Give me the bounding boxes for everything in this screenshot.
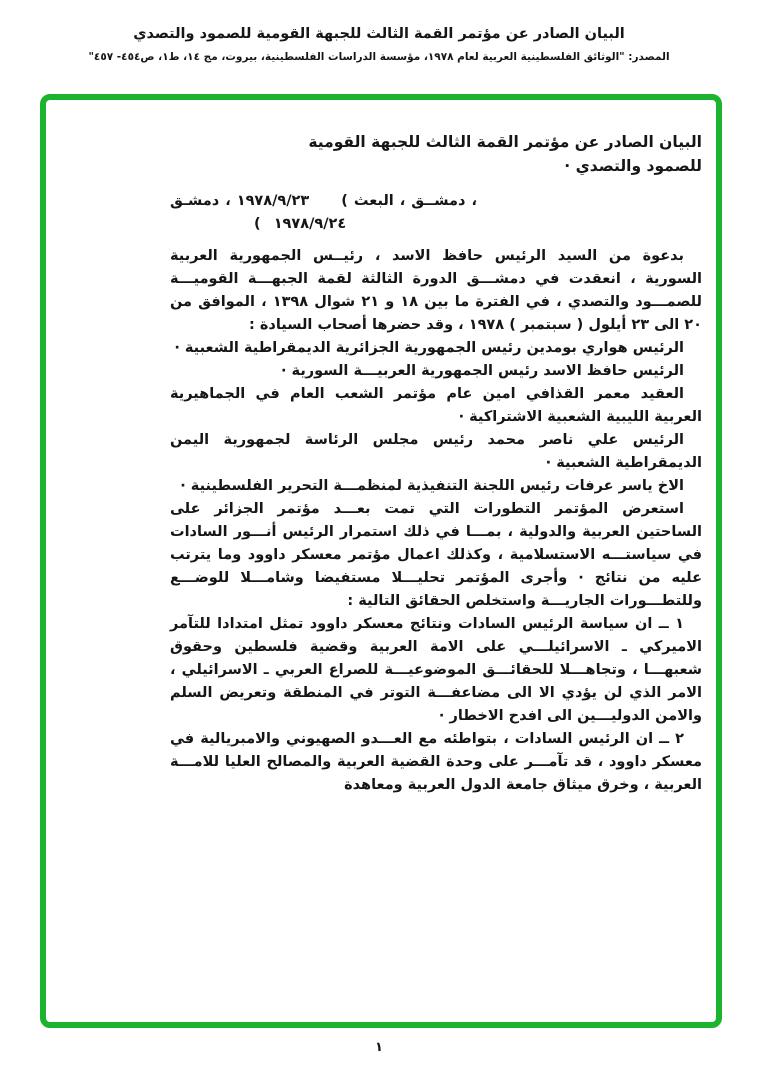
document-body [46, 100, 710, 1022]
source-line2-paren: ( [254, 216, 261, 232]
paragraph: بدعوة من السيد الرئيس حافظ الاسد ، رئيــس الجمهورية العربية السورية ، انعقدت في دمشـــق الدورة الثالثة لقمة الجبهـــة القوميـــة للصمـــود والتصدي ، في الفترة ما بين ١٨ و ٢١ شوال ١٣٩٨ ، الموافق من ٢٠ الى ٢٣ أيلول ( سبتمبر ) ١٩٧٨ ، وقد حضرها أصحاب السيادة : [170, 248, 703, 333]
paragraph: ٢ ــ ان الرئيس السادات ، بتواطئه مع العـــدو الصهيوني والامبريالية في معسكر داوود ، قد تآمـــر على وحدة القضية العربية والمصالح العليا للامـــة العربية ، وخرق ميثاق جامعة الدول العربية ومعاهدة [170, 731, 702, 793]
page-number: ١ [375, 1040, 383, 1055]
document-title-line2: للصمود والتصدي · [564, 157, 702, 175]
source-comma1: ، [399, 193, 406, 209]
document-title [170, 130, 702, 178]
dateline-comma: ، [225, 193, 231, 209]
body-paragraphs [170, 245, 702, 797]
dateline-row [170, 190, 702, 213]
paragraph: الرئيس حافظ الاسد رئيس الجمهورية العربيـــة السورية · [281, 363, 684, 379]
header-source-citation: المصدر: "الوثائق الفلسطينية العربية لعام ١٩٧٨، مؤسسة الدراسات الفلسطينية، بيروت، مج ١٤، ط١، ص٤٥٤- ٤٥٧" [88, 51, 670, 63]
dateline-city: دمشـق [170, 193, 220, 209]
dateline-date: ١٩٧٨/٩/٢٣ [236, 193, 310, 209]
paragraph: ١ ــ ان سياسة الرئيس السادات ونتائج معسكر داوود تمثل امتدادا للتآمر الاميركي ـ الاسرائيلـــي على الامة العربية وقضية فلسطين وحقوق شعبهـــا ، وتجاهـــلا للحقائـــق الموضوعيـــة للصراع العربي ـ الاسرائيلي ، الامر الذي لن يؤدي الا الى مضاعفـــة التوتر في المنطقة وتعريض السلم والامن الدوليـــين الى افدح الاخطار · [170, 616, 702, 724]
source-newspaper-name: البعث [353, 193, 394, 209]
source-open-paren: ( [341, 193, 348, 209]
header-title: البيان الصادر عن مؤتمر القمة الثالث للجبهة القومية للصمود والتصدي [133, 26, 625, 42]
source-date: ١٩٧٨/٩/٢٤ [273, 216, 347, 232]
paragraph: العقيد معمر القذافي امين عام مؤتمر الشعب العام في الجماهيرية العربية الليبية الشعبية الاشتراكية · [170, 386, 702, 425]
paragraph: استعرض المؤتمر التطورات التي تمت بعـــد مؤتمر الجزائر على الساحتين العربية والدولية ، بمـــا في ذلك استمرار الرئيس أنـــور السادات في سياستـــه الاستسلامية ، وكذلك اعمال مؤتمر معسكر داوود وما يترتب عليه من نتائج · وأجرى المؤتمر تحليـــلا مستفيضا وشامـــلا للوضـــع وللتطـــورات الجاريـــة واستخلص الحقائق التالية : [170, 501, 702, 609]
source-city: دمشــق [411, 193, 466, 209]
source-comma2: ، [471, 193, 477, 209]
paragraph: الاخ ياسر عرفات رئيس اللجنة التنفيذية لمنظمـــة التحرير الفلسطينية · [180, 478, 684, 494]
paragraph: الرئيس علي ناصر محمد رئيس مجلس الرئاسة لجمهورية اليمن الديمقراطية الشعبية · [170, 432, 702, 471]
paragraph: الرئيس هواري بومدين رئيس الجمهورية الجزائرية الديمقراطية الشعبية · [174, 340, 684, 356]
source-date-row [254, 213, 702, 236]
page-header [0, 0, 758, 63]
document-title-line1: البيان الصادر عن مؤتمر القمة الثالث للجبهة القومية [308, 133, 702, 151]
